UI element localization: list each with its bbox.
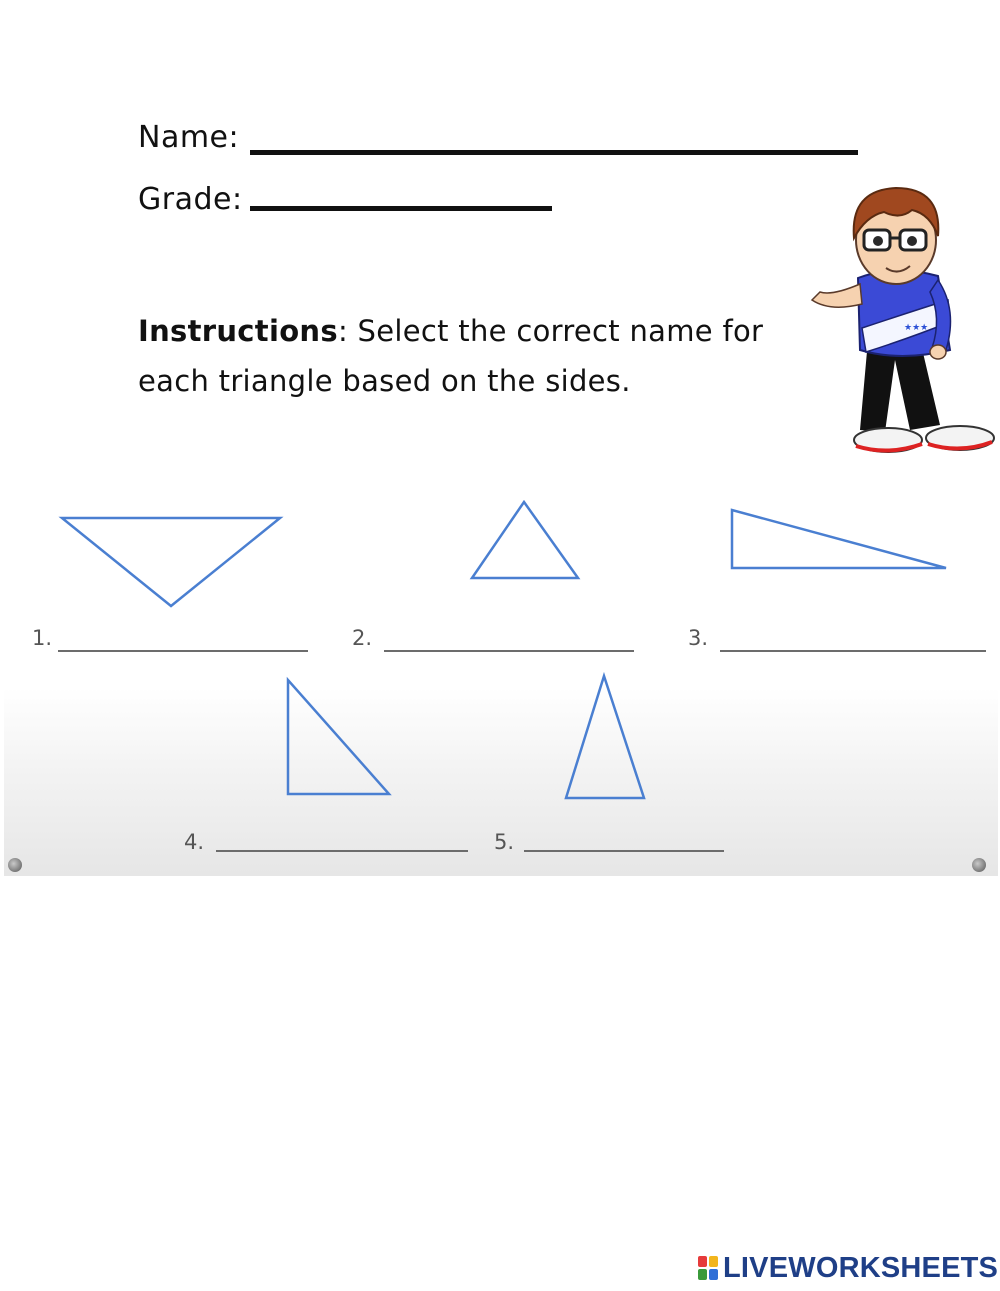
instructions-text: : Select the correct name for each triangle based on the sides. (138, 314, 764, 398)
question-5-number: 5. (494, 830, 515, 854)
svg-text:★★★: ★★★ (904, 323, 929, 333)
triangles-panel (4, 500, 998, 876)
brand-text: LIVEWORKSHEETS (723, 1251, 999, 1284)
triangle-4 (288, 680, 389, 794)
question-2-number: 2. (352, 626, 373, 650)
instructions (138, 306, 798, 406)
grade-label: Grade: (138, 182, 243, 217)
liveworksheets-brand (697, 1250, 998, 1286)
cartoon-boy-illustration (800, 180, 996, 462)
question-4-number: 4. (184, 830, 205, 854)
rivet-right-icon (972, 858, 986, 872)
grade-field-line[interactable] (250, 206, 552, 211)
answer-1-line[interactable] (58, 650, 308, 652)
name-field-line[interactable] (250, 150, 858, 155)
question-1-number: 1. (32, 626, 53, 650)
answer-5-line[interactable] (524, 850, 724, 852)
triangle-3 (732, 510, 946, 568)
answer-3-line[interactable] (720, 650, 986, 652)
rivet-left-icon (8, 858, 22, 872)
triangles-figure (4, 500, 998, 876)
answer-2-line[interactable] (384, 650, 634, 652)
name-label: Name: (138, 120, 240, 155)
liveworksheets-logo-icon (697, 1255, 719, 1281)
triangle-5 (566, 676, 644, 798)
instructions-label: Instructions (138, 314, 338, 348)
triangle-2 (472, 502, 578, 578)
question-3-number: 3. (688, 626, 709, 650)
answer-4-line[interactable] (216, 850, 468, 852)
triangle-1 (62, 518, 280, 606)
